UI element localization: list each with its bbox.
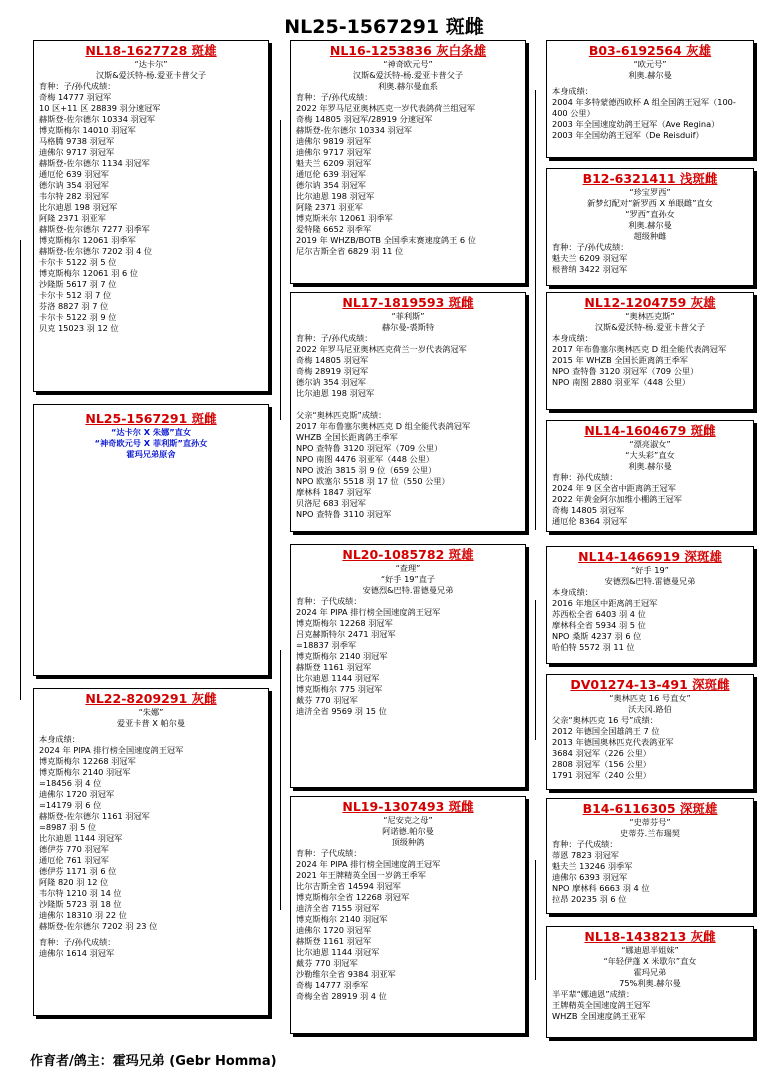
result-line: 博克斯梅尔 12061 羽 6 位 <box>39 268 138 278</box>
pigeon-name: “奥林匹克斯” <box>625 311 675 321</box>
result-line: 马格腾 9738 羽冠军 <box>39 136 115 146</box>
result-line: =8987 羽 5 位 <box>39 822 97 832</box>
result-line: 博克斯梅尔全省 12268 羽冠军 <box>296 892 410 902</box>
result-line: 博克斯梅尔 775 羽冠军 <box>296 684 383 694</box>
result-line: 迪佛尔 1720 羽冠军 <box>296 925 372 935</box>
bloodline-line: 75%利奥.赫尔曼 <box>619 978 681 988</box>
result-line: NPO 欧塞尔 5518 羽 17 位（550 公里） <box>296 476 450 486</box>
result-line: 赫斯登-佐尔德尔 7202 羽 4 位 <box>39 246 153 256</box>
pigeon-name: “漂亮淑女” <box>629 439 671 449</box>
pedigree-box-ffm <box>546 168 754 286</box>
connector-line <box>535 90 536 390</box>
result-line: 奇梅全省 28919 羽 4 位 <box>296 991 387 1001</box>
result-line: 贝洛尼 683 羽冠军 <box>296 498 366 508</box>
ring-number: NL14-1466919 深斑雄 <box>578 549 722 564</box>
connector-line <box>20 240 21 700</box>
connector-line <box>280 120 281 420</box>
result-line: 育种：子/孙代成绩： <box>552 242 629 252</box>
breeder-line: 利奥.赫尔曼 <box>628 220 672 230</box>
result-line: 戴芬 770 羽冠军 <box>296 695 358 705</box>
pigeon-name: “朱娜” <box>138 707 164 717</box>
result-line: 2017 年布鲁塞尔奥林匹克 D 组全能代表鸽冠军 <box>552 344 727 354</box>
pedigree-box-mother <box>33 688 269 1016</box>
result-line: 迪佛尔 1614 羽冠军 <box>39 948 115 958</box>
ring-number: NL12-1204759 灰雄 <box>584 295 716 310</box>
result-line: NPO 查特鲁 3110 羽冠军 <box>296 509 392 519</box>
pigeon-name: “神奇欧元号” <box>383 59 433 69</box>
result-line: 通厄伦 639 羽冠军 <box>296 169 366 179</box>
result-line: 拉昂 20235 羽 6 位 <box>552 894 627 904</box>
result-line: 王牌精英全国速度鸽王冠军 <box>552 1000 651 1010</box>
pedigree-box-mff <box>546 546 754 664</box>
result-line: NPO 桑斯 4237 羽 6 位 <box>552 631 642 641</box>
result-line: 沙隆斯 5617 羽 7 位 <box>39 279 117 289</box>
result-line: 迪佛尔 1720 羽冠军 <box>39 789 115 799</box>
result-line: 本身成绩： <box>39 734 80 744</box>
result-line: 奇梅 14805 羽冠军/28919 分速冠军 <box>296 114 433 124</box>
result-line: 迪济全省 9569 羽 15 位 <box>296 706 387 716</box>
result-line: 育种：子/孙代成绩： <box>296 92 373 102</box>
result-line: NPO 摩林科 6663 羽 4 位 <box>552 883 650 893</box>
parentage-line: “达卡尔 X 朱娜”直女 <box>110 427 192 437</box>
breeder-line: 赫尔曼-裘斯特 <box>381 322 435 332</box>
result-line: 阿隆 820 羽 12 位 <box>39 877 109 887</box>
result-line: 博克斯梅尔 2140 羽冠军 <box>296 651 388 661</box>
connector-line <box>535 360 536 530</box>
result-line: 迪佛尔 9819 羽冠军 <box>296 136 372 146</box>
result-line: 阿隆 2371 羽亚军 <box>296 202 363 212</box>
result-line: 赫斯登-佐尔德尔 10334 羽冠军 <box>296 125 413 135</box>
pigeon-name: “珍宝罗西” <box>629 187 671 197</box>
ring-number: NL17-1819593 斑雌 <box>342 295 474 310</box>
result-line: 父亲“奥林匹克 16 号”成绩： <box>552 715 658 725</box>
result-line: 韦尔特 1210 羽 14 位 <box>39 888 122 898</box>
result-line: 2016 年地区中距离鸽王冠军 <box>552 598 658 608</box>
result-line: 赫斯登-佐尔德尔 7277 羽季军 <box>39 224 150 234</box>
result-line: 奇梅 28919 羽冠军 <box>296 366 369 376</box>
breeder-line: 利奥.赫尔曼 <box>628 461 672 471</box>
result-line: 3684 羽冠军（226 公里） <box>552 748 651 758</box>
result-line: NPO 查特鲁 3120 羽冠军（709 公里） <box>296 443 443 453</box>
result-line: 芬洛 8827 羽 7 位 <box>39 301 109 311</box>
ring-number: NL18-1627728 斑雄 <box>85 43 217 58</box>
breeder-line: 史蒂芬.兰布瑞契 <box>620 828 680 838</box>
result-line: 赫斯登-佐尔德尔 1134 羽冠军 <box>39 158 150 168</box>
result-line: 博克斯梅尔 2140 羽冠军 <box>39 767 131 777</box>
result-line: 育种：子代成绩： <box>296 596 362 606</box>
result-line: 2015 年 WHZB 全国长距离鸽王季军 <box>552 355 688 365</box>
result-line: 卡尔卡 512 羽 7 位 <box>39 290 112 300</box>
result-line: 比尔迪恩 198 羽冠军 <box>296 388 375 398</box>
pedigree-box-sire-sire <box>290 40 526 284</box>
result-line: 赫斯登-佐尔德尔 7202 羽 23 位 <box>39 921 158 931</box>
breeder-line: 安德烈&巴特.雷德曼兄弟 <box>604 576 696 586</box>
result-line: 魁夫兰 6209 羽冠军 <box>552 253 628 263</box>
result-line: 2021 年王牌精英全国一岁鸽王季军 <box>296 870 426 880</box>
ring-number: NL20-1085782 斑雄 <box>342 547 474 562</box>
pigeon-name: “欧元号” <box>633 59 667 69</box>
connector-line <box>535 860 536 980</box>
pigeon-name: “达卡尔” <box>134 59 168 69</box>
result-line: =14179 羽 6 位 <box>39 800 102 810</box>
result-line: 魁夫兰 6209 羽冠军 <box>296 158 372 168</box>
result-line: 本身成绩： <box>552 587 593 597</box>
result-line: 沙隆斯 5723 羽 18 位 <box>39 899 122 909</box>
result-line: 迪佛尔 18310 羽 22 位 <box>39 910 127 920</box>
pigeon-name: “尼安克之母” <box>383 815 433 825</box>
parentage-line: “好手 19”直子 <box>380 574 436 584</box>
result-line: 卡尔卡 5122 羽 9 位 <box>39 312 117 322</box>
parentage-line: “年轻伊蓬 X 米歇尔”直女 <box>603 956 697 966</box>
result-line: WHZB 全国速度鸽王亚军 <box>552 1011 646 1021</box>
pedigree-box-subject <box>33 404 269 676</box>
result-line: WHZB 全国长距离鸽王季军 <box>296 432 398 442</box>
result-line: 卡尔卡 5122 羽 5 位 <box>39 257 117 267</box>
result-line: 2013 年德国奥林匹克代表鸽亚军 <box>552 737 674 747</box>
breeder-line: 汉斯&爱沃特-杨.爱亚卡普父子 <box>352 70 464 80</box>
result-line: 赫斯登-佐尔德尔 1161 羽冠军 <box>39 811 150 821</box>
result-line: 摩林科 1847 羽冠军 <box>296 487 372 497</box>
result-line: 2022 年罗马尼亚奥林匹克一岁代表鸽荷兰组冠军 <box>296 103 476 113</box>
parentage-line: “罗西”直孙女 <box>625 209 675 219</box>
result-line: 蒂恩 7823 羽冠军 <box>552 850 619 860</box>
ring-number: NL18-1438213 灰雌 <box>584 929 716 944</box>
result-line: 德尔讷 354 羽冠军 <box>296 377 366 387</box>
breeder-line: 利奥.赫尔曼 <box>628 70 672 80</box>
result-line: 比尔吉斯全省 14594 羽冠军 <box>296 881 401 891</box>
result-line: 沙勒维尔全省 9384 羽亚军 <box>296 969 396 979</box>
result-line: 本身成绩： <box>552 86 593 96</box>
pedigree-box-fff <box>546 40 754 158</box>
result-line: 博克斯梅尔 12061 羽季军 <box>39 235 136 245</box>
pigeon-name: “查理” <box>395 563 421 573</box>
result-line: 育种：子代成绩： <box>296 848 362 858</box>
result-line: 迪佛尔 6393 羽冠军 <box>552 872 628 882</box>
result-line: 贝克 15023 羽 12 位 <box>39 323 119 333</box>
breeder-line: 阿诺德.帕尔曼 <box>382 826 434 836</box>
pedigree-box-fmm <box>546 420 754 532</box>
pedigree-box-father <box>33 40 269 392</box>
result-line: 育种：子/孙代成绩： <box>39 81 116 91</box>
result-line: 本身成绩： <box>552 333 593 343</box>
breeder-line: 汉斯&爱沃特-杨.爱亚卡普父子 <box>594 322 706 332</box>
result-line: NPO 南图 2880 羽亚军（448 公里） <box>552 377 691 387</box>
pigeon-name: “娜迪恩半姐妹” <box>621 945 679 955</box>
result-line: 阿隆 2371 羽亚军 <box>39 213 106 223</box>
result-line: 韦尔特 282 羽冠军 <box>39 191 109 201</box>
quality-line: 超级种雌 <box>633 231 667 241</box>
result-line: 1791 羽冠军（240 公里） <box>552 770 651 780</box>
result-line: 奇梅 14777 羽冠军 <box>39 92 112 102</box>
result-line: 德伊芬 770 羽冠军 <box>39 844 109 854</box>
result-line: 育种：子/孙代成绩： <box>39 937 116 947</box>
ring-number: NL22-8209291 灰雌 <box>85 691 217 706</box>
pedigree-box-fmf <box>546 292 754 410</box>
parentage-line: “神奇欧元号 X 菲利斯”直孙女 <box>94 438 208 448</box>
breeder-line: 霍玛兄弟原舍 <box>126 449 176 459</box>
result-line: 哈伯特 5572 羽 11 位 <box>552 642 635 652</box>
result-line: 博克斯梅尔 2140 羽冠军 <box>296 914 388 924</box>
result-line: NPO 波治 3815 羽 9 位（659 公里） <box>296 465 437 475</box>
ring-number: B14-6116305 深斑雄 <box>582 801 718 816</box>
result-line: 爱特隆 6652 羽季军 <box>296 224 372 234</box>
result-line: 摩林科全省 5934 羽 5 位 <box>552 620 646 630</box>
result-line: 戴芬 770 羽冠军 <box>296 958 358 968</box>
ring-number: DV01274-13-491 深斑雌 <box>570 677 730 692</box>
result-line: 2019 年 WHZB/BOTB 全国季末赛速度鸽王 6 位 <box>296 235 476 245</box>
parentage-line: “大头彩”直女 <box>625 450 675 460</box>
result-line: 2024 年 9 区全省中距离鸽王冠军 <box>552 483 676 493</box>
result-line: 比尔迪恩 198 羽冠军 <box>39 202 118 212</box>
result-line: 迪佛尔 9717 羽冠军 <box>296 147 372 157</box>
pedigree-box-sire-dam <box>290 292 526 532</box>
ring-number: B12-6321411 浅斑雌 <box>582 171 718 186</box>
page-title: NL25-1567291 斑雌 <box>284 16 484 38</box>
result-line: =18456 羽 4 位 <box>39 778 102 788</box>
pigeon-name: “好手 19” <box>631 565 669 575</box>
result-line: 通厄伦 8364 羽冠军 <box>552 516 628 526</box>
ring-number: NL14-1604679 斑雌 <box>584 423 716 438</box>
result-line: 半平辈“娜迪恩”成绩： <box>552 989 635 999</box>
result-line: 2003 年全国速度幼鸽王冠军（Ave Regina） <box>552 119 720 129</box>
result-line: 魁夫兰 13246 羽季军 <box>552 861 633 871</box>
result-line: 2024 年 PIPA 排行榜全国速度鸽王冠军 <box>39 745 184 755</box>
result-line: 通厄伦 639 羽冠军 <box>39 169 109 179</box>
pedigree-box-mfm <box>546 674 754 790</box>
result-line: 博克斯梅尔 14010 羽冠军 <box>39 125 136 135</box>
result-line: 迪佛尔 9717 羽冠军 <box>39 147 115 157</box>
result-line: 育种：子/孙代成绩： <box>296 333 373 343</box>
pedigree-box-mmf <box>546 798 754 914</box>
result-line: 2017 年布鲁塞尔奥林匹克 D 组全能代表鸽冠军 <box>296 421 471 431</box>
pigeon-name: “史蒂芬号” <box>629 817 671 827</box>
breeder-line: 爱亚卡普 X 帕尔曼 <box>116 718 186 728</box>
result-line: 赫斯登 1161 羽冠军 <box>296 936 372 946</box>
pedigree-box-dam-sire <box>290 544 526 788</box>
result-line: 育种：子代成绩： <box>552 839 618 849</box>
breeder-line: 霍玛兄弟 <box>633 967 667 977</box>
result-line: 2003 年全国幼鸽王冠军（De Reisduif） <box>552 130 704 140</box>
result-line: NPO 南图 4476 羽亚军（448 公里） <box>296 454 435 464</box>
breeder-line: 汉斯&爱沃特-杨.爱亚卡普父子 <box>95 70 207 80</box>
result-line: 2004 年多特蒙德西欧杯 A 组全国鸽王冠军（100-400 公里） <box>552 97 736 118</box>
result-line: 2024 年 PIPA 排行榜全国速度鸽王冠军 <box>296 607 441 617</box>
connector-line <box>535 600 536 740</box>
result-line: 2012 年德国全国雄鸽王 7 位 <box>552 726 660 736</box>
result-line: 比尔迪恩 198 羽冠军 <box>296 191 375 201</box>
breeder-footer: 作育者/鸽主：霍玛兄弟 (Gebr Homma) <box>30 1054 277 1069</box>
result-line: 奇梅 14777 羽季军 <box>296 980 369 990</box>
result-line: 通厄伦 761 羽冠军 <box>39 855 109 865</box>
result-line: 奇梅 14805 羽冠军 <box>296 355 369 365</box>
ring-number: B03-6192564 灰雄 <box>588 43 712 58</box>
result-line: 2022 年黄金阿尔加维小棚鸽王冠军 <box>552 494 682 504</box>
result-line: 博克斯梅尔 12268 羽冠军 <box>296 618 393 628</box>
parentage-line: 新梦幻配对“新罗西 X 单眼雌”直女 <box>587 198 713 208</box>
bloodline-line: 利奥.赫尔曼血系 <box>378 81 438 91</box>
pigeon-name: “奥林匹克 16 号直女” <box>609 693 691 703</box>
result-line: 10 区+11 区 28839 羽分速冠军 <box>39 103 161 113</box>
result-line: 迪济全省 7155 羽冠军 <box>296 903 380 913</box>
result-line: =18837 羽季军 <box>296 640 357 650</box>
result-line: 德伊芬 1171 羽 6 位 <box>39 866 117 876</box>
result-line: 2024 年 PIPA 排行榜全国速度鸽王冠军 <box>296 859 441 869</box>
result-line: 比尔迪恩 1144 羽冠军 <box>296 947 380 957</box>
result-line: 比尔迪恩 1144 羽冠军 <box>296 673 380 683</box>
connector-line <box>280 650 281 910</box>
breeder-line: 沃夫冈.路伯 <box>628 704 672 714</box>
result-line: 奇梅 14805 羽冠军 <box>552 505 625 515</box>
ring-number: NL19-1307493 斑雌 <box>342 799 474 814</box>
result-line: NPO 查特鲁 3120 羽冠军（709 公里） <box>552 366 699 376</box>
result-line: 尼尔吉斯全省 6829 羽 11 位 <box>296 246 404 256</box>
result-line: 博克斯梅尔 12268 羽冠军 <box>39 756 136 766</box>
result-line: 根普纳 3422 羽冠军 <box>552 264 628 274</box>
result-line: 2022 年罗马尼亚奥林匹克荷兰一岁代表鸽冠军 <box>296 344 467 354</box>
result-line: 苏西松全省 6403 羽 4 位 <box>552 609 646 619</box>
ring-number: NL16-1253836 灰白条雄 <box>329 43 487 58</box>
quality-line: 顶级种鸽 <box>391 837 425 847</box>
result-line: 2808 羽冠军（156 公里） <box>552 759 651 769</box>
result-line: 父亲“奥林匹克斯”成绩： <box>296 410 387 420</box>
ring-number: NL25-1567291 斑雌 <box>85 411 217 426</box>
result-line: 德尔讷 354 羽冠军 <box>39 180 109 190</box>
result-line: 育种：孙代成绩： <box>552 472 618 482</box>
result-line: 赫斯登 1161 羽冠军 <box>296 662 372 672</box>
result-line: 德尔讷 354 羽冠军 <box>296 180 366 190</box>
result-line: 赫斯登-佐尔德尔 10334 羽冠军 <box>39 114 156 124</box>
result-line: 吕克赫斯特尔 2471 羽冠军 <box>296 629 396 639</box>
pedigree-box-mmm <box>546 926 754 1038</box>
pedigree-box-dam-dam <box>290 796 526 1034</box>
pigeon-name: “菲利斯” <box>391 311 425 321</box>
breeder-line: 安德烈&巴特.雷德曼兄弟 <box>362 585 454 595</box>
result-line: 博克斯米尔 12061 羽季军 <box>296 213 393 223</box>
result-line: 比尔迪恩 1144 羽冠军 <box>39 833 123 843</box>
